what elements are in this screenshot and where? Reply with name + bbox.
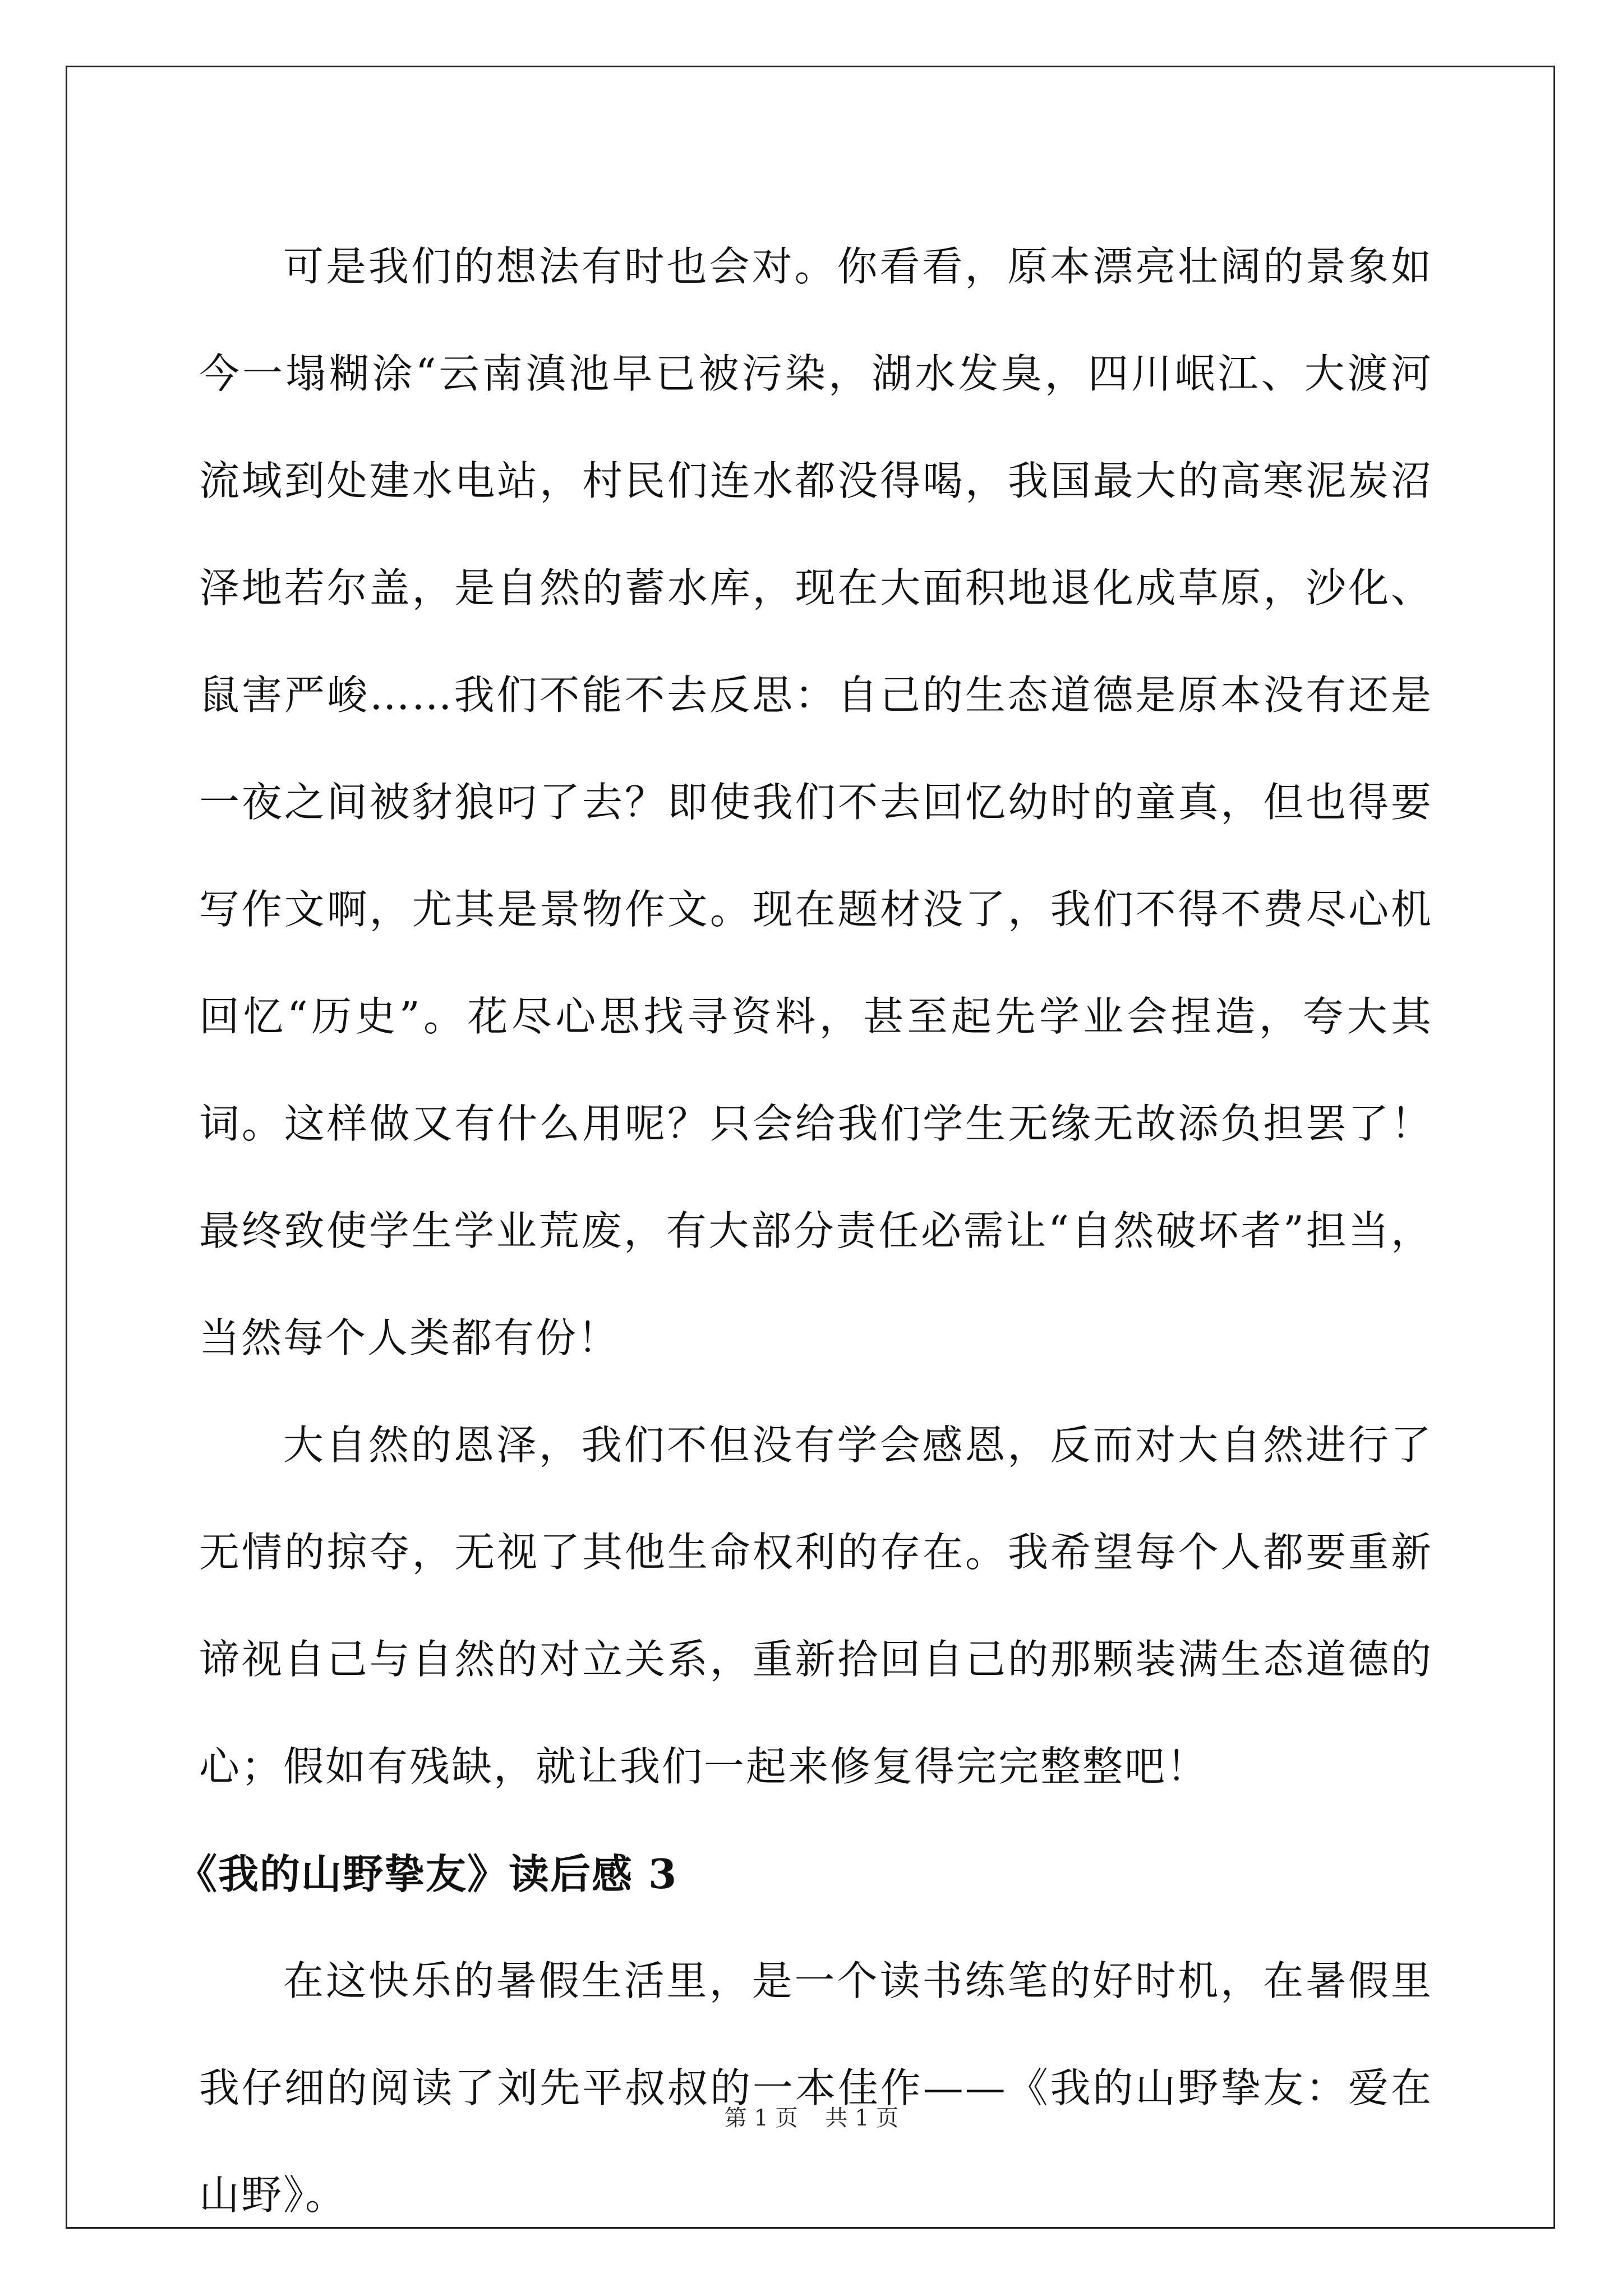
paragraph-3: 在这快乐的暑假生活里，是一个读书练笔的好时机，在暑假里我仔细的阅读了刘先平叔叔的一本佳作——《我的山野挚友：爱在山野》。 — [199, 1957, 1433, 2219]
paragraph-1: 可是我们的想法有时也会对。你看看，原本漂亮壮阔的景象如今一塌糊涂“云南滇池早已被污染，湖水发臭，四川岷江、大渡河流域到处建水电站，村民们连水都没得喝，我国最大的高寒泥炭沼泽地若尔盖，是自然的蓄水库，现在大面积地退化成草原，沙化、鼠害严峻……我们不能不去反思：自己的生态道德是原本没有还是一夜之间被豺狼叼了去？即使我们不去回忆幼时的童真，但也得要写作文啊，尤其是景物作文。现在题材没了，我们不得不费尽心机回忆“历史”。花尽心思找寻资料，甚至起先学业会捏造，夸大其词。这样做又有什么用呢？只会给我们学生无缘无故添负担罢了！最终致使学生学业荒废，有大部分责任必需让“自然破坏者”担当，当然每个人类都有份！ — [199, 243, 1433, 1361]
document-body — [177, 213, 1433, 2249]
page-footer — [0, 2102, 1623, 2134]
paragraph-2: 大自然的恩泽，我们不但没有学会感恩，反而对大自然进行了无情的掠夺，无视了其他生命权利的存在。我希望每个人都要重新谛视自己与自然的对立关系，重新拾回自己的那颗装满生态道德的心；假如有残缺，就让我们一起来修复得完完整整吧！ — [199, 1421, 1433, 1790]
section-title: 《我的山野挚友》读后感 3 — [177, 1850, 678, 1898]
page-number: 第 1 页 — [724, 2105, 798, 2131]
total-pages: 共 1 页 — [825, 2105, 899, 2131]
